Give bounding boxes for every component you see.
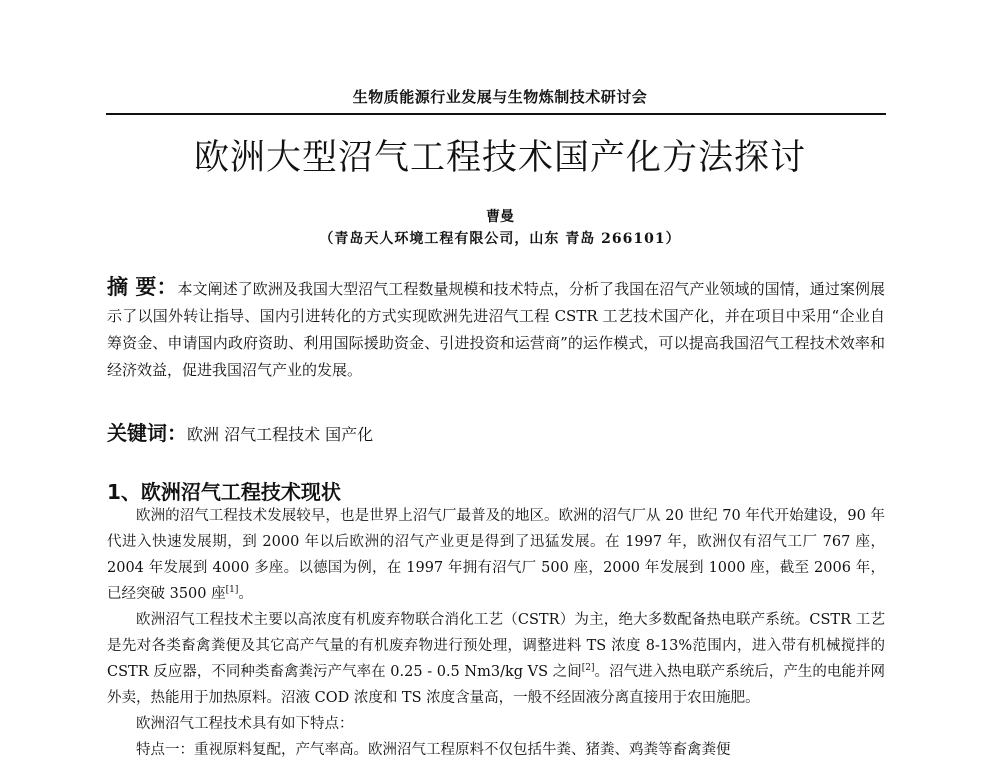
paragraph-1: 欧洲的沼气工程技术发展较早，也是世界上沼气厂最普及的地区。欧洲的沼气厂从 20 世纪 70 年代开始建设，90 年代进入快速发展期，到 2000 年以后欧洲的沼气产业更是得到了迅猛发展。在 1997 年，欧洲仅有沼气工厂 767 座，2004 年发展到 4000 多座。以德国为例，在 1997 年拥有沼气厂 500 座，2000 年发展到 1000 座，截至 2006 年，已经突破 3500 座[1]。 — [107, 508, 885, 602]
paragraph-2: 欧洲沼气工程技术主要以高浓度有机废弃物联合消化工艺（CSTR）为主，绝大多数配备热电联产系统。CSTR 工艺是先对各类畜禽粪便及其它高产气量的有机废弃物进行预处理，调整进料 TS 浓度 8-13%范围内，进入带有机械搅拌的 CSTR 反应器，不同种类畜禽粪污产气率在 0.25 - 0.5 Nm3/kg VS 之间[2]。沼气进入热电联产系统后，产生的电能并网外卖，热能用于加热原料。沼液 COD 浓度和 TS 浓度含量高，一般不经固液分离直接用于农田施肥。 — [107, 612, 886, 706]
author-affiliation: （青岛天人环境工程有限公司，山东 青岛 266101） — [319, 231, 681, 247]
running-header: 生物质能源行业发展与生物炼制技术研讨会 — [352, 88, 648, 106]
citation-ref-1: [1] — [225, 585, 239, 596]
paper-title: 欧洲大型沼气工程技术国产化方法探讨 — [193, 138, 806, 178]
abstract — [107, 274, 885, 384]
section-heading-1: 1、欧洲沼气工程技术现状 — [107, 480, 341, 504]
keywords-text: 欧洲 沼气工程技术 国产化 — [187, 425, 374, 444]
header-divider — [106, 113, 886, 115]
author-name: 曹曼 — [486, 209, 514, 225]
citation-ref-2: [2] — [581, 663, 595, 674]
paragraph-4: 特点一：重视原料复配，产气率高。欧洲沼气工程原料不仅包括牛粪、猪粪、鸡粪等畜禽粪便 — [136, 742, 731, 758]
keywords — [107, 417, 885, 446]
keywords-label: 关键词： — [107, 421, 187, 445]
abstract-label: 摘 要： — [107, 275, 178, 299]
paragraph-3: 欧洲沼气工程技术具有如下特点： — [136, 716, 354, 732]
section-body — [107, 503, 885, 763]
abstract-text: 本文阐述了欧洲及我国大型沼气工程数量规模和技术特点，分析了我国在沼气产业领域的国情，通过案例展示了以国外转让指导、国内引进转化的方式实现欧洲先进沼气工程 CSTR 工艺技术国产化，并在项目中采用“企业自筹资金、申请国内政府资助、利用国际援助资金、引进投资和运营商”的运作模式，可以提高我国沼气工程技术效率和经济效益，促进我国沼气产业的发展。 — [107, 280, 885, 379]
